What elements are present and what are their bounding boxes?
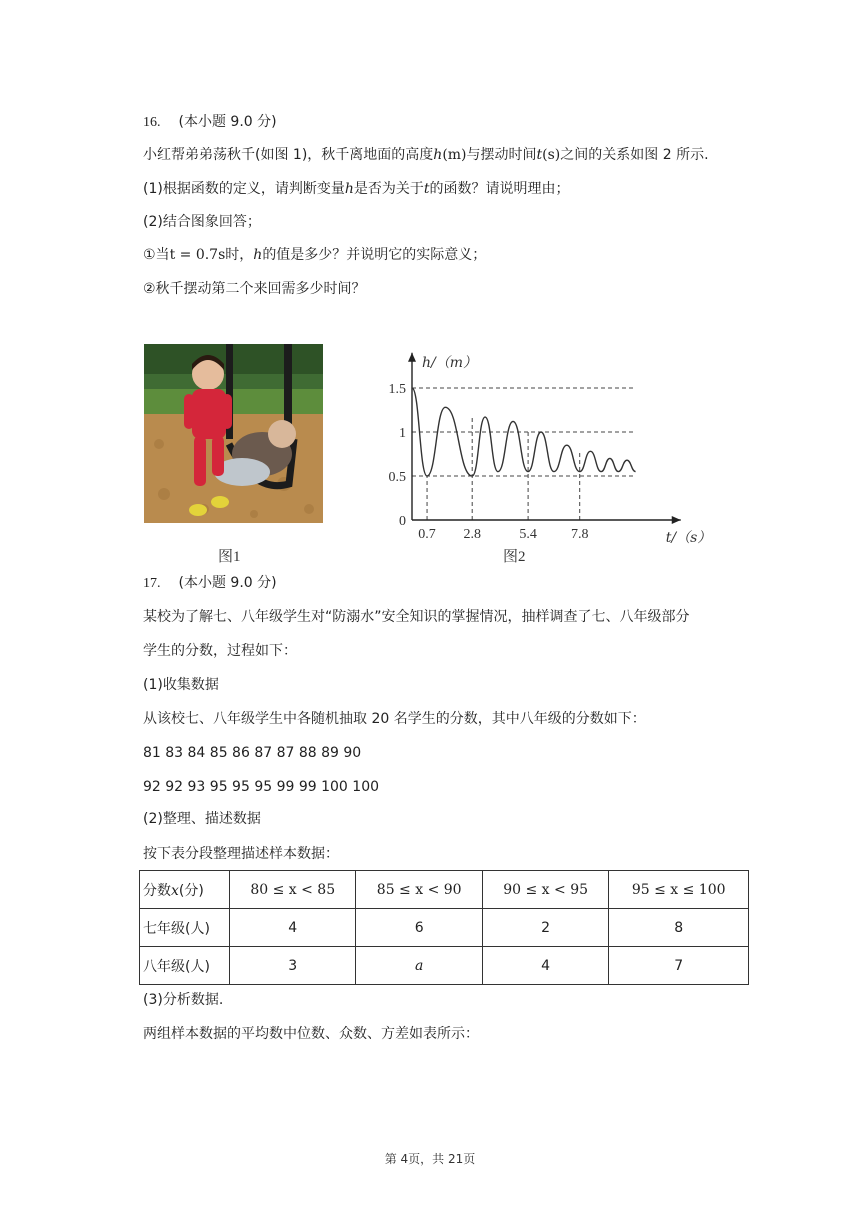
q16-intro-text-b: 与摆动时间: [466, 147, 537, 163]
math-var-x: x: [171, 882, 179, 899]
swing-photo-illustration: [144, 344, 323, 523]
q16-part1-text-b: 是否为关于: [353, 181, 424, 197]
math-unit-s: (s): [542, 147, 561, 163]
table-header-cell: 90 ≤ x < 95: [482, 871, 608, 909]
q17-points: (本小题 9.0 分): [178, 575, 277, 591]
chart-y-tick-label: 1.5: [388, 382, 406, 397]
q17-scores-line1: 81 83 84 85 86 87 87 88 89 90: [143, 745, 362, 761]
table-cell: 2: [482, 909, 608, 947]
q17-step2: (2)整理、描述数据: [143, 811, 261, 827]
q17-step1-desc: 从该校七、八年级学生中各随机抽取 20 名学生的分数，其中八年级的分数如下：: [143, 711, 646, 727]
table-header-cell: 85 ≤ x < 90: [356, 871, 482, 909]
height-time-chart: [375, 336, 712, 546]
q16-part1: [143, 179, 570, 199]
table-cell: a: [356, 947, 482, 985]
chart-y-tick-label: 0.5: [388, 470, 406, 485]
q17-step3: (3)分析数据.: [143, 992, 224, 1008]
table-cell: 6: [356, 909, 482, 947]
q17-step1: (1)收集数据: [143, 677, 219, 693]
chart-x-axis-label: t/（s）: [665, 530, 712, 546]
q17-step3-desc: 两组样本数据的平均数中位数、众数、方差如表所示：: [143, 1026, 479, 1042]
chart-x-tick-label: 7.8: [570, 527, 589, 542]
table-row: [140, 947, 749, 985]
table-row: [140, 909, 749, 947]
chart-y-tick-label: 0: [399, 514, 406, 529]
q16-part1-text-a: (1)根据函数的定义，请判断变量: [143, 181, 345, 197]
q16-intro: [143, 145, 709, 165]
q16-sub1: [143, 245, 486, 265]
swing-photo: [144, 344, 323, 523]
math-unit-m: (m): [442, 147, 467, 163]
table-cell: 4: [482, 947, 608, 985]
q16-sub2: ②秋千摆动第二个来回需多少时间？: [143, 281, 366, 297]
q16-part1-text-c: 的函数？请说明理由；: [429, 181, 570, 197]
table-cell: 4: [230, 909, 356, 947]
q17-scores-line2: 92 92 93 95 95 95 99 99 100 100: [143, 779, 380, 795]
math-expression: t = 0.7s: [169, 247, 226, 263]
q16-heading: [143, 112, 277, 133]
chart-y-tick-label: 1: [399, 426, 406, 441]
table-cell: 3: [230, 947, 356, 985]
table-cell: 7: [609, 947, 749, 985]
figure1-caption: 图1: [218, 549, 241, 565]
math-var-h: h: [344, 181, 354, 197]
score-distribution-table: [139, 870, 749, 985]
q16-sub1-text-b: 时，: [225, 247, 254, 263]
table-cell: 8: [609, 909, 749, 947]
table-header-row: [140, 871, 749, 909]
q16-points: (本小题 9.0 分): [178, 114, 277, 130]
q16-part2: (2)结合图象回答；: [143, 214, 261, 230]
q17-intro-line2: 学生的分数，过程如下：: [143, 643, 297, 659]
q17-step2-desc: 按下表分段整理描述样本数据：: [143, 846, 339, 862]
table-row-label: 八年级(人): [140, 947, 230, 985]
chart-x-tick-label: 2.8: [463, 527, 481, 542]
chart-x-tick-label: 0.7: [418, 527, 436, 542]
math-var-t: t: [536, 147, 543, 163]
chart-x-axis-arrow: [672, 516, 681, 524]
table-header-cell: 95 ≤ x ≤ 100: [609, 871, 749, 909]
q16-intro-text-c: 之间的关系如图 2 所示.: [560, 147, 709, 163]
q16-intro-text-a: 小红帮弟弟荡秋千(如图 1)，秋千离地面的高度: [143, 147, 434, 163]
q17-heading: [143, 573, 277, 594]
chart-y-axis-arrow: [408, 353, 416, 362]
q16-sub1-text-c: 的值是多少？并说明它的实际意义；: [262, 247, 487, 263]
q17-intro-line1: 某校为了解七、八年级学生对“防溺水”安全知识的掌握情况，抽样调查了七、八年级部分: [143, 609, 690, 625]
figure2-caption: 图2: [503, 549, 526, 565]
chart-y-axis-label: h/（m）: [422, 354, 478, 371]
math-var-h: h: [433, 147, 443, 163]
q16-sub1-text-a: ①当: [143, 247, 170, 263]
q17-number: 17.: [143, 576, 161, 591]
header-label-text: 分数: [143, 882, 171, 899]
math-var-h: h: [253, 247, 263, 263]
math-var-t: t: [423, 181, 430, 197]
chart-x-tick-label: 5.4: [519, 527, 537, 542]
table-row-label: 七年级(人): [140, 909, 230, 947]
table-header-label: [140, 871, 230, 909]
q16-number: 16.: [143, 115, 161, 130]
page-footer: 第 4页，共 21页: [384, 1152, 476, 1166]
table-header-cell: 80 ≤ x < 85: [230, 871, 356, 909]
header-unit-text: (分): [178, 882, 204, 899]
